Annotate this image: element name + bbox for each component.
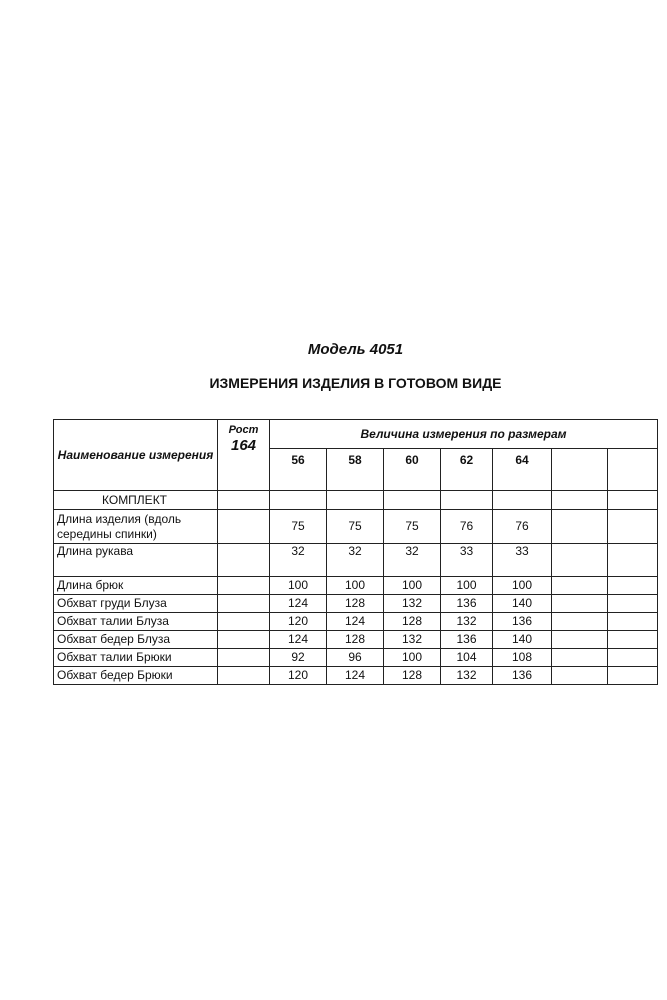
value-cell: 128	[327, 631, 384, 649]
value-cell: 124	[327, 667, 384, 685]
row-name: Длина брюк	[54, 577, 218, 595]
row-name: Длина изделия (вдоль середины спинки)	[54, 510, 218, 544]
table-row	[54, 510, 658, 544]
row-name: Обхват бедер Блуза	[54, 631, 218, 649]
value-cell: 100	[384, 577, 441, 595]
value-cell: 76	[493, 510, 552, 544]
empty-cell	[552, 491, 608, 510]
empty-cell	[608, 544, 658, 577]
value-cell: 100	[384, 649, 441, 667]
row-name: Обхват бедер Брюки	[54, 667, 218, 685]
size-header: 64	[493, 449, 552, 491]
table-row	[54, 544, 658, 577]
value-cell: 128	[384, 613, 441, 631]
empty-cell	[552, 631, 608, 649]
empty-cell	[218, 649, 270, 667]
values-header: Величина измерения по размерам	[270, 420, 658, 449]
value-cell: 124	[270, 595, 327, 613]
value-cell: 132	[441, 613, 493, 631]
value-cell: 128	[327, 595, 384, 613]
empty-cell	[218, 491, 270, 510]
value-cell: 136	[441, 631, 493, 649]
value-cell: 104	[441, 649, 493, 667]
empty-cell	[552, 510, 608, 544]
table-row	[54, 631, 658, 649]
section-label: КОМПЛЕКТ	[54, 491, 218, 510]
height-value: 164	[230, 437, 257, 454]
value-cell: 120	[270, 667, 327, 685]
row-name: Обхват талии Брюки	[54, 649, 218, 667]
empty-cell	[552, 577, 608, 595]
empty-cell	[552, 595, 608, 613]
size-header: 56	[270, 449, 327, 491]
empty-cell	[384, 491, 441, 510]
table-row	[54, 667, 658, 685]
empty-size-header	[608, 449, 658, 491]
value-cell: 140	[493, 595, 552, 613]
value-cell: 32	[327, 544, 384, 577]
value-cell: 132	[384, 595, 441, 613]
value-cell: 100	[270, 577, 327, 595]
size-header: 58	[327, 449, 384, 491]
empty-cell	[608, 667, 658, 685]
size-header: 60	[384, 449, 441, 491]
value-cell: 136	[493, 667, 552, 685]
empty-cell	[552, 667, 608, 685]
row-name: Обхват груди Блуза	[54, 595, 218, 613]
value-cell: 136	[493, 613, 552, 631]
value-cell: 76	[441, 510, 493, 544]
value-cell: 136	[441, 595, 493, 613]
empty-cell	[552, 649, 608, 667]
value-cell: 75	[384, 510, 441, 544]
empty-cell	[218, 544, 270, 577]
value-cell: 124	[270, 631, 327, 649]
measurements-table	[53, 419, 658, 685]
value-cell: 33	[441, 544, 493, 577]
empty-cell	[218, 510, 270, 544]
empty-cell	[441, 491, 493, 510]
empty-cell	[608, 613, 658, 631]
empty-cell	[218, 631, 270, 649]
empty-cell	[608, 577, 658, 595]
value-cell: 120	[270, 613, 327, 631]
empty-cell	[608, 491, 658, 510]
row-name: Обхват талии Блуза	[54, 613, 218, 631]
empty-cell	[608, 649, 658, 667]
value-cell: 140	[493, 631, 552, 649]
empty-size-header	[552, 449, 608, 491]
empty-cell	[327, 491, 384, 510]
value-cell: 75	[327, 510, 384, 544]
value-cell: 75	[270, 510, 327, 544]
empty-cell	[608, 510, 658, 544]
value-cell: 124	[327, 613, 384, 631]
height-label: Рост	[228, 424, 259, 436]
empty-cell	[608, 595, 658, 613]
value-cell: 33	[493, 544, 552, 577]
value-cell: 100	[493, 577, 552, 595]
value-cell: 132	[441, 667, 493, 685]
empty-cell	[218, 577, 270, 595]
value-cell: 96	[327, 649, 384, 667]
value-cell: 32	[384, 544, 441, 577]
empty-cell	[218, 613, 270, 631]
empty-cell	[218, 595, 270, 613]
size-header: 62	[441, 449, 493, 491]
row-name: Длина рукава	[54, 544, 218, 577]
value-cell: 132	[384, 631, 441, 649]
table-row	[54, 649, 658, 667]
value-cell: 100	[441, 577, 493, 595]
document-title: ИЗМЕРЕНИЯ ИЗДЕЛИЯ В ГОТОВОМ ВИДЕ	[209, 375, 502, 391]
header-row	[54, 420, 658, 449]
empty-cell	[270, 491, 327, 510]
name-column-header: Наименование измерения	[54, 420, 218, 491]
empty-cell	[552, 613, 608, 631]
model-title: Модель 4051	[307, 341, 404, 358]
height-column-header	[218, 420, 270, 491]
value-cell: 108	[493, 649, 552, 667]
value-cell: 32	[270, 544, 327, 577]
value-cell: 128	[384, 667, 441, 685]
empty-cell	[493, 491, 552, 510]
empty-cell	[552, 544, 608, 577]
table-row	[54, 577, 658, 595]
section-row	[54, 491, 658, 510]
table-row	[54, 595, 658, 613]
table-row	[54, 613, 658, 631]
value-cell: 92	[270, 649, 327, 667]
value-cell: 100	[327, 577, 384, 595]
empty-cell	[218, 667, 270, 685]
empty-cell	[608, 631, 658, 649]
